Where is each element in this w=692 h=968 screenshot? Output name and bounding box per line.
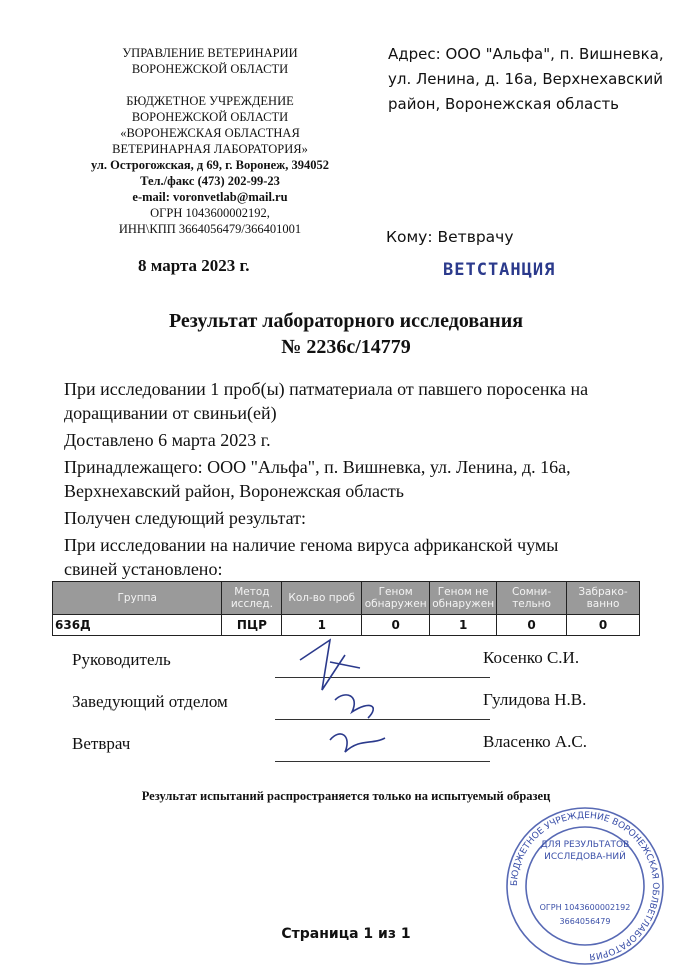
col-method: Метод исслед.: [222, 582, 282, 615]
signature-name: Косенко С.И.: [483, 648, 580, 667]
cell: 1: [282, 615, 362, 636]
signature-row: [52, 692, 640, 734]
col-not-detected: Геном не обнаружен: [430, 582, 497, 615]
document-title: [0, 308, 692, 360]
table-header: [53, 582, 640, 615]
org-line: ВОРОНЕЖСКОЙ ОБЛАСТИ: [131, 62, 289, 76]
signature-row: [52, 734, 640, 776]
cell: 1: [430, 615, 497, 636]
col-group: Группа: [53, 582, 222, 615]
paragraph-delivered: Доставлено 6 марта 2023 г.: [64, 430, 271, 450]
signature-line: [275, 677, 490, 678]
org-inn: ИНН\КПП 3664056479/366401001: [118, 222, 302, 236]
col-doubtful: Сомни-тельно: [497, 582, 567, 615]
recipient-address: Адрес: ООО "Альфа", п. Вишневка, ул. Ленина, д. 16а, Верхнехавский район, Воронежская область: [388, 45, 664, 113]
document-body: [52, 377, 640, 804]
table-row: [53, 615, 640, 636]
org-address: ул. Острогожская, д 69, г. Воронеж, 394052: [90, 158, 329, 172]
paragraph-finding: При исследовании на наличие генома вируса африканской чумы свиней установлено:: [64, 535, 559, 579]
document-date: 8 марта 2023 г.: [138, 256, 250, 275]
title-text: Результат лабораторного исследования: [168, 310, 524, 332]
signature-line: [275, 761, 490, 762]
recipient: Кому: Ветврачу: [386, 228, 514, 246]
cell: 636Д: [53, 615, 222, 636]
footer-note: Результат испытаний распространяется только на испытуемый образец: [141, 789, 551, 803]
cell: 0: [567, 615, 640, 636]
page-number: Страница 1 из 1: [281, 926, 411, 942]
col-count: Кол-во проб: [282, 582, 362, 615]
org-ogrn: ОГРН 1043600002192,: [150, 206, 270, 220]
cell: 0: [362, 615, 430, 636]
seal-ring-text: БЮДЖЕТНОЕ УЧРЕЖДЕНИЕ ВОРОНЕЖСКАЯ ОБЛВЕТЛАБОРАТОРИЯ: [509, 810, 661, 961]
paragraph-result: Получен следующий результат:: [64, 508, 307, 528]
station-stamp: ВЕТСТАНЦИЯ: [443, 260, 556, 280]
paragraph-owner: Принадлежащего: ООО "Альфа", п. Вишневка, ул. Ленина, д. 16а, Верхнехавский район, Воронежская область: [64, 457, 571, 501]
col-rejected: Забрако-ванно: [567, 582, 640, 615]
cell: 0: [497, 615, 567, 636]
results-table: [52, 581, 640, 636]
org-line: УПРАВЛЕНИЕ ВЕТЕРИНАРИИ: [122, 46, 298, 60]
seal-inn: 3664056479: [559, 917, 611, 926]
signature-role: Руководитель: [72, 650, 171, 669]
document-number: № 2236с/14779: [281, 336, 411, 358]
seal-stamp: [505, 806, 665, 966]
seal-center-text: ДЛЯ РЕЗУЛЬТАТОВ ИССЛЕДОВА-НИЙ: [540, 840, 630, 862]
signature-role: Заведующий отделом: [72, 692, 228, 711]
org-line: БЮДЖЕТНОЕ УЧРЕЖДЕНИЕ: [126, 94, 294, 108]
org-line: ВЕТЕРИНАРНАЯ ЛАБОРАТОРИЯ»: [112, 142, 308, 156]
org-phone: Тел./факс (473) 202-99-23: [140, 174, 280, 188]
cell: ПЦР: [222, 615, 282, 636]
signature-name: Гулидова Н.В.: [483, 690, 587, 709]
signature-row: [52, 650, 640, 692]
org-line: ВОРОНЕЖСКОЙ ОБЛАСТИ: [131, 110, 289, 124]
organization-header: [60, 45, 360, 237]
seal-ogrn: ОГРН 1043600002192: [539, 903, 631, 912]
paragraph-sample: При исследовании 1 проб(ы) патматериала от павшего поросенка на доращивании от свиньи(ей): [64, 379, 589, 423]
col-detected: Геном обнаружен: [362, 582, 430, 615]
org-email: e-mail: voronvetlab@mail.ru: [132, 190, 288, 204]
signature-name: Власенко А.С.: [483, 732, 588, 751]
signature-line: [275, 719, 490, 720]
org-line: «ВОРОНЕЖСКАЯ ОБЛАСТНАЯ: [120, 126, 300, 140]
signature-role: Ветврач: [72, 734, 131, 753]
